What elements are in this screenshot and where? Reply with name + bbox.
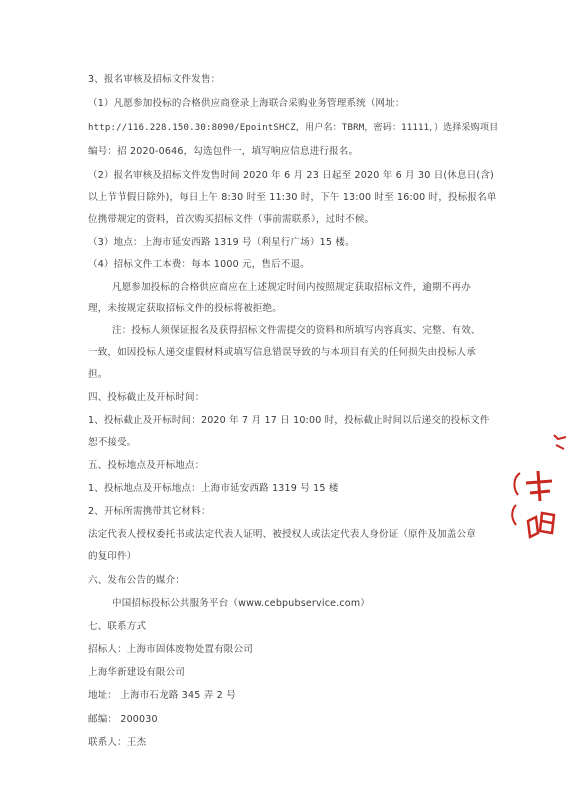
paragraph-line: 位携带规定的资料，首次购买招标文件（事前需联系），过时不候。	[88, 214, 375, 225]
paragraph-line: 地址： 上海市石龙路 345 弄 2 号	[88, 690, 236, 701]
paragraph-line: 担。	[88, 369, 108, 380]
paragraph-line: 1、投标地点及开标地点：上海市延安西路 1319 号 15 楼	[88, 483, 339, 494]
paragraph-line: 凡愿参加投标的合格供应商应在上述规定时间内按照规定获取招标文件，逾期不再办	[112, 282, 471, 293]
paragraph-line: 邮编： 200030	[88, 714, 158, 725]
paragraph-line: 2、开标所需携带其它材料：	[88, 506, 211, 517]
section-heading: 3、报名审核及招标文件发售：	[88, 74, 221, 85]
paragraph-line: 一致，如因投标人递交虚假材料或填写信息错误导致的与本项目有关的任何损失由投标人承	[88, 347, 477, 358]
paragraph-line: 上海华新建设有限公司	[88, 667, 186, 678]
paragraph-line: （2）报名审核及招标文件发售时间 2020 年 6 月 23 日起至 2020 年 6 月 30 日(休息日(含)	[88, 170, 494, 181]
paragraph-line: 以上节节假日除外)，每日上午 8:30 时至 11:30 时，下午 13:00 时至 16:00 时，投标报名单	[88, 192, 497, 203]
paragraph-line: （1）凡愿参加投标的合格供应商登录上海联合采购业务管理系统（网址：	[88, 98, 405, 109]
paragraph-line: http://116.228.150.30:8090/EpointSHCZ，用户名：TBRM，密码：11111，）选择采购项目	[88, 123, 499, 133]
paragraph-line: 中国招标投标公共服务平台（www.cebpubservice.com）	[112, 598, 370, 609]
section-heading: 六、发布公告的媒介：	[88, 575, 186, 586]
paragraph-line: 理，未按规定获取招标文件的投标将被拒绝。	[88, 303, 283, 314]
paragraph-line: 法定代表人授权委托书或法定代表人证明、被授权人或法定代表人身份证（原件及加盖公章	[88, 529, 477, 540]
section-heading: 五、投标地点及开标地点：	[88, 460, 205, 471]
paragraph-line: （3）地点：上海市延安西路 1319 号（利星行广场）15 楼。	[88, 237, 355, 248]
paragraph-line: 1、投标截止及开标时间：2020 年 7 月 17 日 10:00 时，投标截止时间以后递交的投标文件	[88, 415, 490, 426]
paragraph-line: 注：投标人须保证报名及获得招标文件需提交的资料和所填写内容真实、完整、有效、	[112, 325, 481, 336]
paragraph-line: （4）招标文件工本费：每本 1000 元，售后不退。	[88, 259, 310, 270]
paragraph-line: 招标人：上海市固体废物处置有限公司	[88, 644, 253, 655]
paragraph-line: 恕不接受。	[88, 437, 137, 448]
official-seal-icon	[506, 425, 566, 565]
section-heading: 四、投标截止及开标时间：	[88, 392, 205, 403]
paragraph-line: 联系人：王杰	[88, 737, 147, 748]
paragraph-line: 的复印件）	[88, 551, 137, 562]
paragraph-line: 编号：招 2020-0646，勾选包件一，填写响应信息进行报名。	[88, 146, 359, 157]
section-heading: 七、联系方式	[88, 621, 147, 632]
